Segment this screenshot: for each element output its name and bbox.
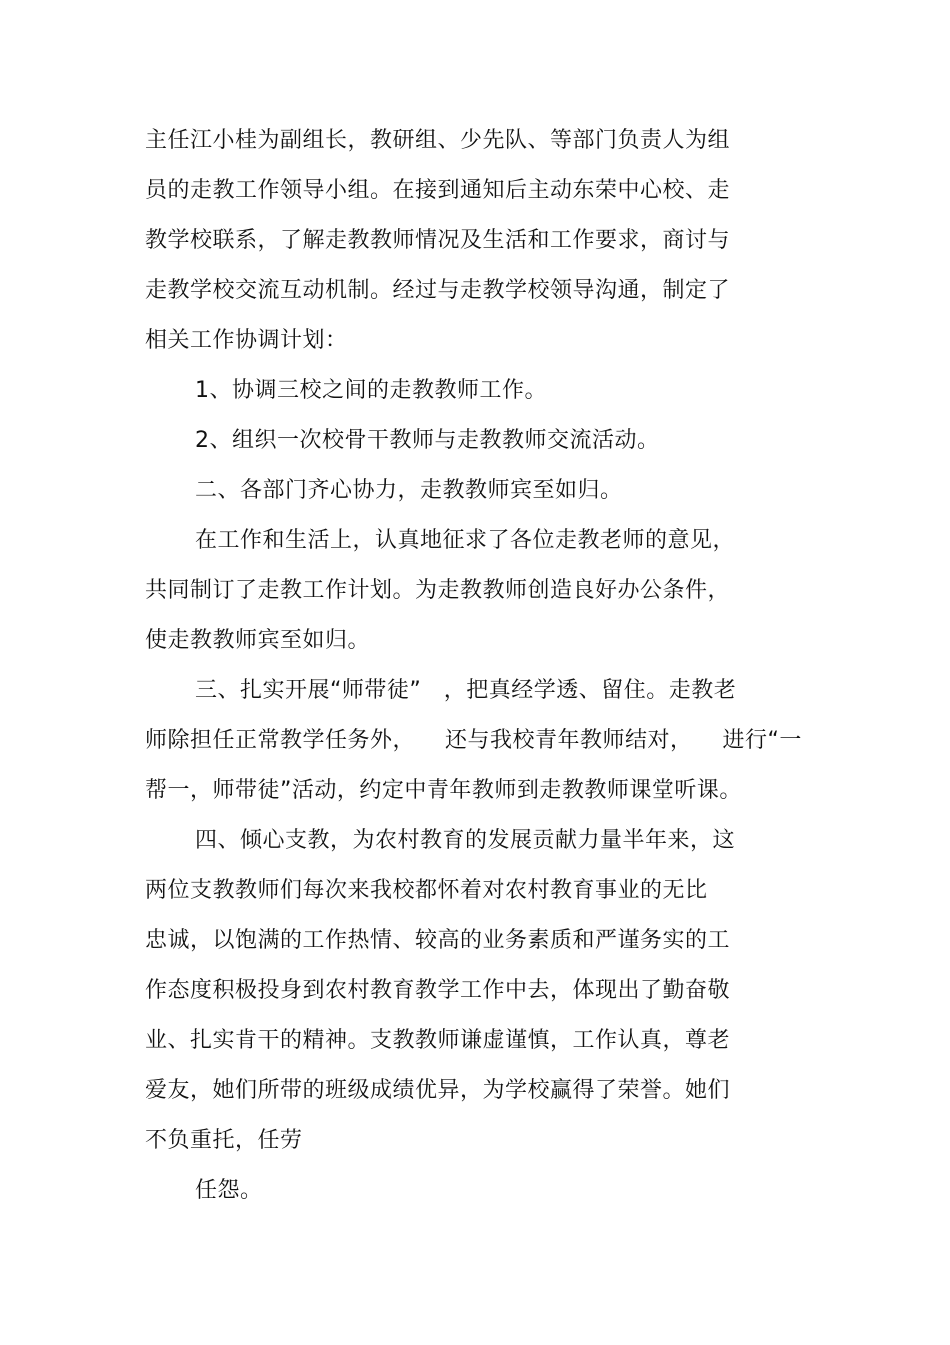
text-line: 爱友，她们所带的班级成绩优异，为学校赢得了荣誉。她们 [145, 1078, 731, 1103]
text-line: 相关工作协调计划： [145, 328, 348, 353]
section-heading: 三、扎实开展“师带徒” ，把真经学透、留住。走教老 [195, 678, 737, 703]
text-line: 主任江小桂为副组长，教研组、少先队、等部门负责人为组 [145, 128, 731, 153]
text-line: 员的走教工作领导小组。在接到通知后主动东荣中心校、走 [145, 178, 731, 203]
text-line: 忠诚，以饱满的工作热情、较高的业务素质和严谨务实的工 [145, 928, 731, 953]
text-line: 走教学校交流互动机制。经过与走教学校领导沟通，制定了 [145, 278, 731, 303]
text-line: 使走教教师宾至如归。 [145, 628, 371, 653]
text-line: 不负重托，任劳 [145, 1128, 303, 1153]
text-line: 业、扎实肯干的精神。支教教师谦虚谨慎，工作认真，尊老 [145, 1028, 731, 1053]
section-heading: 二、各部门齐心协力，走教教师宾至如归。 [195, 478, 623, 503]
text-line: 教学校联系，了解走教教师情况及生活和工作要求，商讨与 [145, 228, 731, 253]
text-line: 在工作和生活上，认真地征求了各位走教老师的意见， [195, 528, 736, 553]
section-heading: 四、倾心支教，为农村教育的发展贡献力量半年来，这 [195, 828, 736, 853]
list-item: 2、组织一次校骨干教师与走教教师交流活动。 [195, 428, 660, 453]
text-line: 共同制订了走教工作计划。为走教教师创造良好办公条件， [145, 578, 731, 603]
text-line: 两位支教教师们每次来我校都怀着对农村教育事业的无比 [145, 878, 708, 903]
text-line: 作态度积极投身到农村教育教学工作中去，体现出了勤奋敬 [145, 978, 731, 1003]
text-line: 师除担任正常教学任务外， 还与我校青年教师结对， 进行“一 [145, 728, 802, 753]
text-line: 帮一，师带徒”活动，约定中青年教师到走教教师课堂听课。 [145, 778, 742, 803]
list-item: 1、协调三校之间的走教教师工作。 [195, 378, 547, 403]
text-line: 任怨。 [195, 1178, 263, 1203]
